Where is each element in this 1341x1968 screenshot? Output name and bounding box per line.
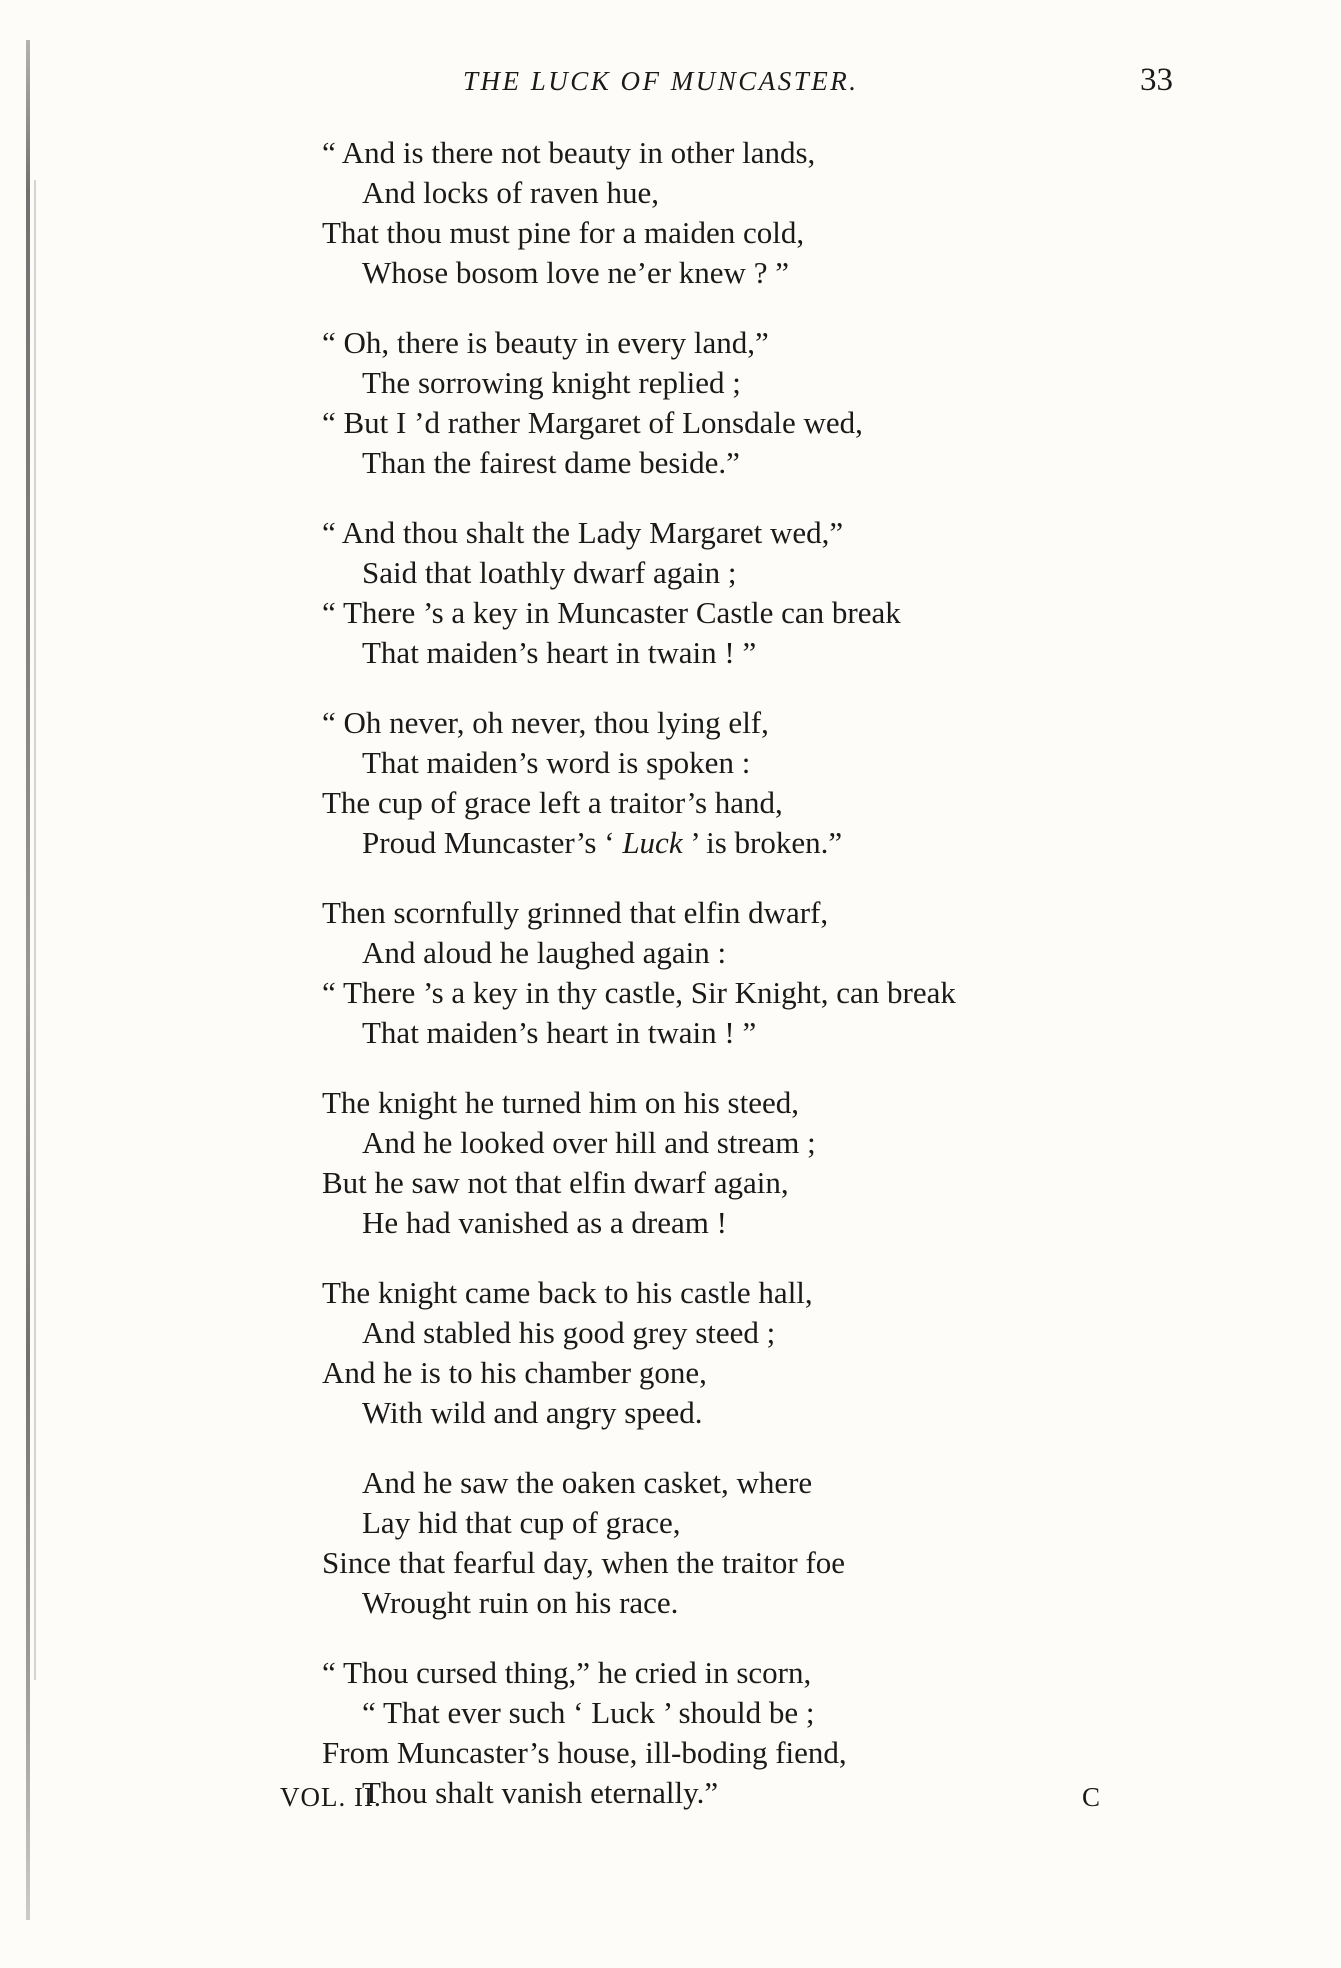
poem-line: He had vanished as a dream ! [362, 1205, 727, 1240]
page-number: 33 [1140, 62, 1173, 98]
binding-edge [26, 40, 30, 1920]
running-head [0, 62, 1341, 102]
poem-line: “ Oh never, oh never, thou lying elf, [322, 705, 769, 740]
poem-body [322, 133, 1222, 1843]
poem-line: And aloud he laughed again : [362, 935, 727, 970]
poem-line: That maiden’s heart in twain ! ” [362, 635, 757, 670]
stanza-1 [322, 133, 1222, 293]
poem-line: With wild and angry speed. [362, 1395, 703, 1430]
binding-shadow [34, 180, 36, 1680]
poem-line-luck [322, 823, 1222, 863]
poem-line: “ And is there not beauty in other lands, [322, 135, 816, 170]
poem-line: But he saw not that elfin dwarf again, [322, 1165, 789, 1200]
luck-word-italic: Luck [622, 825, 683, 860]
page-footer [0, 1782, 1341, 1822]
luck-line-before: Proud Muncaster’s ‘ [362, 825, 623, 860]
stanza-6 [322, 1083, 1222, 1243]
poem-line: “ Oh, there is beauty in every land,” [322, 325, 769, 360]
stanza-4 [322, 703, 1222, 863]
poem-line: And stabled his good grey steed ; [362, 1315, 776, 1350]
poem-line: “ And thou shalt the Lady Margaret wed,” [322, 515, 844, 550]
poem-line: “ There ’s a key in thy castle, Sir Knight, can break [322, 975, 956, 1010]
stanza-5 [322, 893, 1222, 1053]
poem-line: The knight came back to his castle hall, [322, 1275, 813, 1310]
poem-line: The cup of grace left a traitor’s hand, [322, 785, 783, 820]
poem-line: The knight he turned him on his steed, [322, 1085, 799, 1120]
poem-line: “ That ever such ‘ Luck ’ should be ; [362, 1695, 815, 1730]
poem-line: And he looked over hill and stream ; [362, 1125, 816, 1160]
stanza-7 [322, 1273, 1222, 1433]
poem-line: “ Thou cursed thing,” he cried in scorn, [322, 1655, 812, 1690]
poem-line: And he saw the oaken casket, where [362, 1465, 813, 1500]
stanza-2 [322, 323, 1222, 483]
poem-line: Said that loathly dwarf again ; [362, 555, 737, 590]
poem-line: “ But I ’d rather Margaret of Lonsdale wed, [322, 405, 863, 440]
poem-line: “ There ’s a key in Muncaster Castle can break [322, 595, 901, 630]
stanza-8 [322, 1463, 1222, 1623]
poem-line: Since that fearful day, when the traitor foe [322, 1545, 846, 1580]
running-title: THE LUCK OF MUNCASTER. [463, 66, 859, 96]
volume-label: VOL. II. [280, 1782, 382, 1812]
poem-line: And locks of raven hue, [362, 175, 659, 210]
poem-line: Than the fairest dame beside.” [362, 445, 740, 480]
poem-line: The sorrowing knight replied ; [362, 365, 741, 400]
poem-line: Then scornfully grinned that elfin dwarf, [322, 895, 829, 930]
poem-line: Thou shalt vanish eternally.” [362, 1775, 719, 1810]
poem-line: Lay hid that cup of grace, [362, 1505, 681, 1540]
stanza-3 [322, 513, 1222, 673]
poem-line: From Muncaster’s house, ill-boding fiend, [322, 1735, 847, 1770]
poem-line: And he is to his chamber gone, [322, 1355, 707, 1390]
poem-line: That maiden’s word is spoken : [362, 745, 751, 780]
poem-line: That thou must pine for a maiden cold, [322, 215, 805, 250]
poem-line: Whose bosom love ne’er knew ? ” [362, 255, 789, 290]
poem-line: Wrought ruin on his race. [362, 1585, 679, 1620]
signature-mark: C [1082, 1782, 1101, 1812]
poem-line: That maiden’s heart in twain ! ” [362, 1015, 757, 1050]
luck-line-after: ’ is broken.” [682, 825, 843, 860]
